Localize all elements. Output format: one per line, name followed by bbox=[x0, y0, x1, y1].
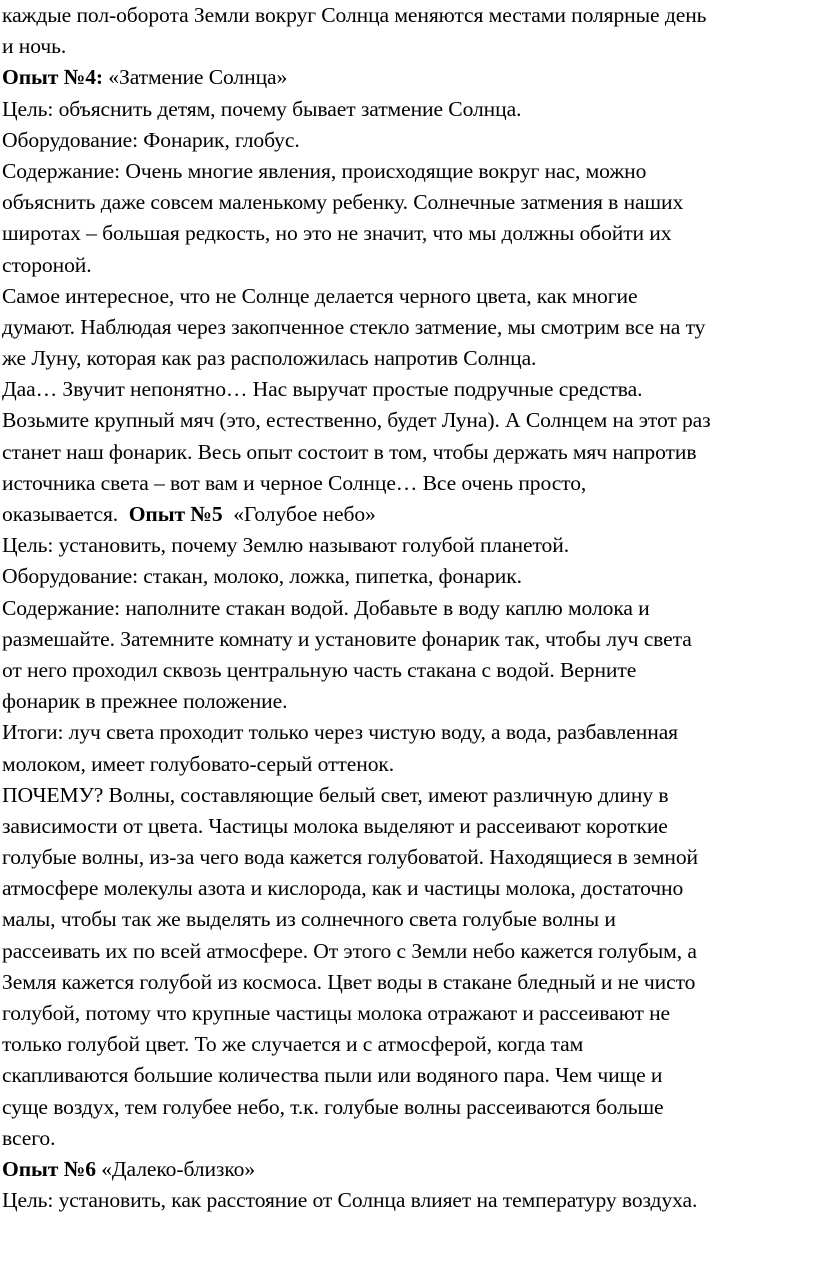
text-run: объяснить даже совсем маленькому ребенку. Солнечные затмения в наших bbox=[2, 190, 684, 215]
text-run: голубые волны, из-за чего вода кажется голубоватой. Находящиеся в земной bbox=[2, 845, 699, 870]
text-line bbox=[2, 780, 816, 811]
text-line bbox=[2, 655, 816, 686]
text-line bbox=[2, 967, 816, 998]
text-line bbox=[2, 499, 816, 530]
experiment-heading: Опыт №4: bbox=[2, 65, 103, 90]
text-line bbox=[2, 218, 816, 249]
text-run: малы, чтобы так же выделять из солнечного света голубые волны и bbox=[2, 907, 616, 932]
text-run: «Затмение Солнца» bbox=[103, 65, 288, 90]
document-body bbox=[2, 0, 816, 1216]
text-line bbox=[2, 125, 816, 156]
text-run: «Далеко-близко» bbox=[95, 1156, 256, 1181]
text-line bbox=[2, 530, 816, 561]
text-line bbox=[2, 1123, 816, 1154]
text-line bbox=[2, 811, 816, 842]
text-run: стороной. bbox=[2, 252, 92, 277]
text-line bbox=[2, 717, 816, 748]
text-line bbox=[2, 312, 816, 343]
text-line bbox=[2, 936, 816, 967]
text-line bbox=[2, 62, 816, 93]
text-run: Самое интересное, что не Солнце делается черного цвета, как многие bbox=[2, 283, 638, 308]
text-run: Содержание: Очень многие явления, происходящие вокруг нас, можно bbox=[2, 158, 647, 183]
text-run: суще воздух, тем голубее небо, т.к. голубые волны рассеиваются больше bbox=[2, 1094, 664, 1119]
text-line bbox=[2, 187, 816, 218]
text-run: фонарик в прежнее положение. bbox=[2, 689, 288, 714]
text-run: Содержание: наполните стакан водой. Добавьте в воду каплю молока и bbox=[2, 595, 650, 620]
text-line bbox=[2, 0, 816, 31]
text-line bbox=[2, 405, 816, 436]
text-run: Цель: установить, как расстояние от Солнца влияет на температуру воздуха. bbox=[2, 1188, 698, 1213]
text-line bbox=[2, 1154, 816, 1185]
text-run: станет наш фонарик. Весь опыт состоит в том, чтобы держать мяч напротив bbox=[2, 439, 697, 464]
text-line bbox=[2, 1029, 816, 1060]
text-run: «Голубое небо» bbox=[222, 502, 376, 526]
text-run: всего. bbox=[2, 1125, 56, 1150]
text-line bbox=[2, 156, 816, 187]
text-run: Цель: установить, почему Землю называют голубой планетой. bbox=[2, 533, 569, 558]
text-line bbox=[2, 94, 816, 125]
text-run: зависимости от цвета. Частицы молока выделяют и рассеивают короткие bbox=[2, 813, 668, 838]
text-line bbox=[2, 842, 816, 873]
text-line bbox=[2, 749, 816, 780]
experiment-heading: Опыт №5 bbox=[128, 502, 223, 526]
text-line bbox=[2, 561, 816, 592]
text-line bbox=[2, 873, 816, 904]
text-run: от него проходил сквозь центральную часть стакана с водой. Верните bbox=[2, 657, 637, 682]
text-run: Итоги: луч света проходит только через чистую воду, а вода, разбавленная bbox=[2, 720, 679, 745]
text-run: Земля кажется голубой из космоса. Цвет воды в стакане бледный и не чисто bbox=[2, 969, 696, 994]
text-run: голубой, потому что крупные частицы молока отражают и рассеивают не bbox=[2, 1001, 671, 1025]
text-line bbox=[2, 374, 816, 405]
text-run: оказывается. bbox=[2, 502, 129, 526]
text-line bbox=[2, 1092, 816, 1123]
text-line bbox=[2, 437, 816, 468]
text-run: рассеивать их по всей атмосфере. От этого с Земли небо кажется голубым, а bbox=[2, 938, 697, 963]
text-run: скапливаются большие количества пыли или водяного пара. Чем чище и bbox=[2, 1063, 663, 1088]
text-line bbox=[2, 1185, 816, 1216]
text-line bbox=[2, 31, 816, 62]
text-run: ПОЧЕМУ? Волны, составляющие белый свет, имеют различную длину в bbox=[2, 782, 669, 807]
text-run: источника света – вот вам и черное Солнце… Все очень просто, bbox=[2, 470, 587, 495]
text-line bbox=[2, 904, 816, 935]
text-line bbox=[2, 593, 816, 624]
text-run: молоком, имеет голубовато-серый оттенок. bbox=[2, 751, 395, 776]
text-run: же Луну, которая как раз расположилась напротив Солнца. bbox=[2, 346, 537, 371]
text-run: Оборудование: стакан, молоко, ложка, пипетка, фонарик. bbox=[2, 564, 522, 589]
text-run: только голубой цвет. То же случается и с атмосферой, когда там bbox=[2, 1032, 584, 1057]
text-line bbox=[2, 998, 816, 1029]
text-run: широтах – большая редкость, но это не значит, что мы должны обойти их bbox=[2, 221, 672, 246]
text-run: думают. Наблюдая через закопченное стекло затмение, мы смотрим все на ту bbox=[2, 314, 706, 339]
text-line bbox=[2, 624, 816, 655]
text-line bbox=[2, 343, 816, 374]
text-run: каждые пол-оборота Земли вокруг Солнца меняются местами полярные день bbox=[2, 3, 707, 27]
text-run: размешайте. Затемните комнату и установите фонарик так, чтобы луч света bbox=[2, 626, 692, 651]
text-run: Даа… Звучит непонятно… Нас выручат простые подручные средства. bbox=[2, 377, 643, 402]
experiment-heading: Опыт №6 bbox=[2, 1156, 96, 1181]
text-line bbox=[2, 250, 816, 281]
text-line bbox=[2, 686, 816, 717]
text-run: и ночь. bbox=[2, 34, 67, 59]
text-line bbox=[2, 281, 816, 312]
text-run: Цель: объяснить детям, почему бывает затмение Солнца. bbox=[2, 96, 522, 121]
text-line bbox=[2, 1060, 816, 1091]
text-run: атмосфере молекулы азота и кислорода, как и частицы молока, достаточно bbox=[2, 876, 684, 901]
text-run: Оборудование: Фонарик, глобус. bbox=[2, 127, 300, 152]
text-line bbox=[2, 468, 816, 499]
text-run: Возьмите крупный мяч (это, естественно, будет Луна). А Солнцем на этот раз bbox=[2, 408, 711, 433]
